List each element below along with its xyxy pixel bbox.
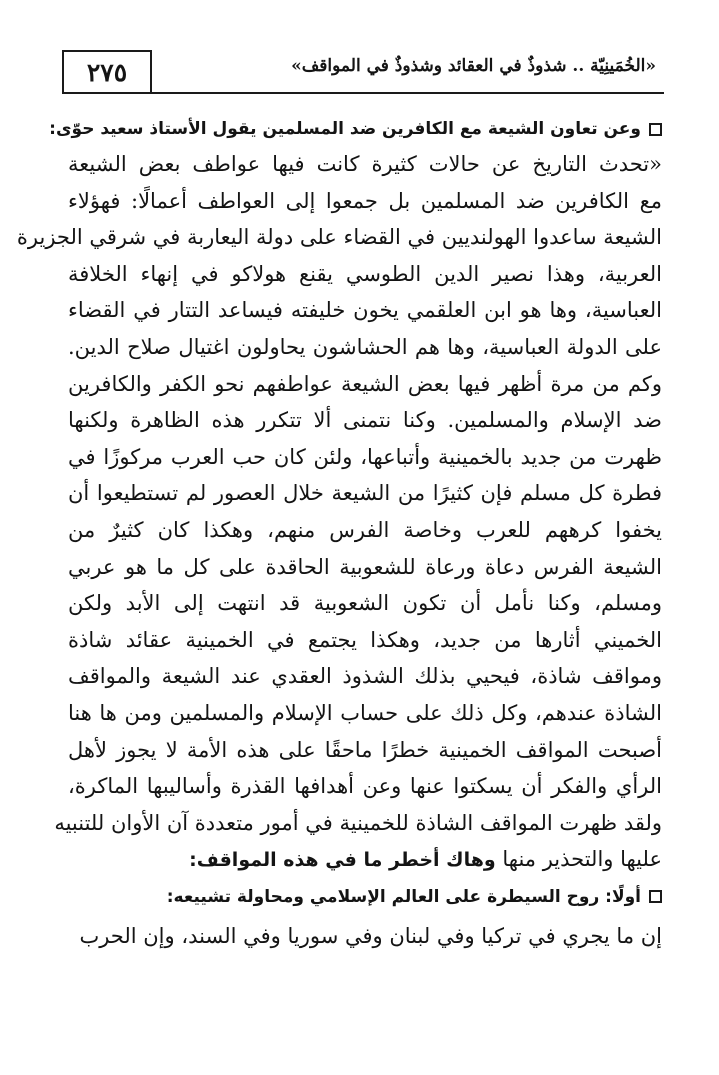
text-line: «تحدث التاريخ عن حالات كثيرة كانت فيها عواطف بعض الشيعة xyxy=(68,152,662,176)
text-line: الشيعة ساعدوا الهولنديين في القضاء على دولة اليعاربة في شرقي الجزيرة xyxy=(16,225,662,250)
checkbox-square-icon xyxy=(649,890,662,903)
text-line: العباسية، وها هو ابن العلقمي يخون خليفته فيساعد التتار في القضاء xyxy=(68,298,662,323)
text-line: الشاذة عندهم، وكل ذلك على حساب الإسلام والمسلمين ومن ها هنا xyxy=(68,700,662,725)
text-line: الخميني أثارها من جديد، وهكذا يجتمع في الخمينية عقائد شاذة xyxy=(68,627,662,652)
running-title: «الخُمَينِيّة .. شذوذٌ في العقائد وشذوذٌ في المواقف» xyxy=(291,56,656,76)
text-line: ضد الإسلام والمسلمين. وكنا نتمنى ألا تتكرر هذه الظاهرة ولكنها xyxy=(68,408,662,433)
text-line-plain: عليها والتحذير منها xyxy=(495,847,662,872)
text-line: ولقد ظهرت المواقف الشاذة للخمينية في أمور متعددة آن الأوان للتنبيه xyxy=(54,810,662,835)
text-line: الرأي والفكر أن يسكتوا عنها وعن أهدافها القذرة وأساليبها الماكرة، xyxy=(68,774,662,799)
quotation-paragraph xyxy=(16,146,662,878)
text-line: ومواقف شاذة، فيحيي بذلك الشذوذ العقدي عند الشيعة والمواقف xyxy=(68,664,662,689)
header-rule xyxy=(152,92,664,94)
section-heading-2-text: أولًا: روح السيطرة على العالم الإسلامي ومحاولة تشييعه: xyxy=(166,886,641,907)
text-line: يخفوا كرههم للعرب وخاصة الفرس منهم، وهكذا كان كثيرٌ من xyxy=(68,517,662,542)
text-line: إن ما يجري في تركيا وفي لبنان وفي سوريا وفي السند، وإن الحرب xyxy=(79,923,662,948)
text-line-bold: وهاك أخطر ما في هذه المواقف: xyxy=(189,849,496,872)
text-line: ومسلم، وكنا نأمل أن تكون الشعوبية قد انتهت إلى الأبد ولكن xyxy=(68,591,662,616)
text-line: وكم من مرة أظهر فيها بعض الشيعة عواطفهم نحو الكفر والكافرين xyxy=(68,371,662,396)
text-line: مع الكافرين ضد المسلمين بل جمعوا إلى العواطف أعمالًا: فهؤلاء xyxy=(68,188,662,213)
text-line: فطرة كل مسلم فإن كثيرًا من الشيعة خلال العصور لم تستطيعوا أن xyxy=(68,481,662,506)
text-line-last xyxy=(68,841,662,878)
checkbox-square-icon xyxy=(649,123,662,136)
section-heading-1-text: وعن تعاون الشيعة مع الكافرين ضد المسلمين يقول الأستاذ سعيد حوّى: xyxy=(49,119,641,139)
text-line: أصبحت المواقف الخمينية خطرًا ماحقًا على هذه الأمة لا يجوز لأهل xyxy=(68,737,662,762)
text-line: الشيعة الفرس دعاة ورعاة للشعوبية الحاقدة على كل ما هو عربي xyxy=(68,554,662,579)
text-line: على الدولة العباسية، وها هم الحشاشون يحاولون اغتيال صلاح الدين. xyxy=(68,334,662,359)
page-header xyxy=(62,40,664,100)
page-body xyxy=(16,112,662,954)
page-number: ٢٧٥ xyxy=(62,50,152,94)
text-line: ظهرت من جديد بالخمينية وأتباعها، ولئن كان حب العرب مركوزًا في xyxy=(68,444,662,469)
section-heading-2 xyxy=(68,880,662,914)
section-heading-1 xyxy=(49,112,662,146)
text-line: العربية، وهذا نصير الدين الطوسي يقنع هولاكو في إنهاء الخلافة xyxy=(68,261,662,286)
